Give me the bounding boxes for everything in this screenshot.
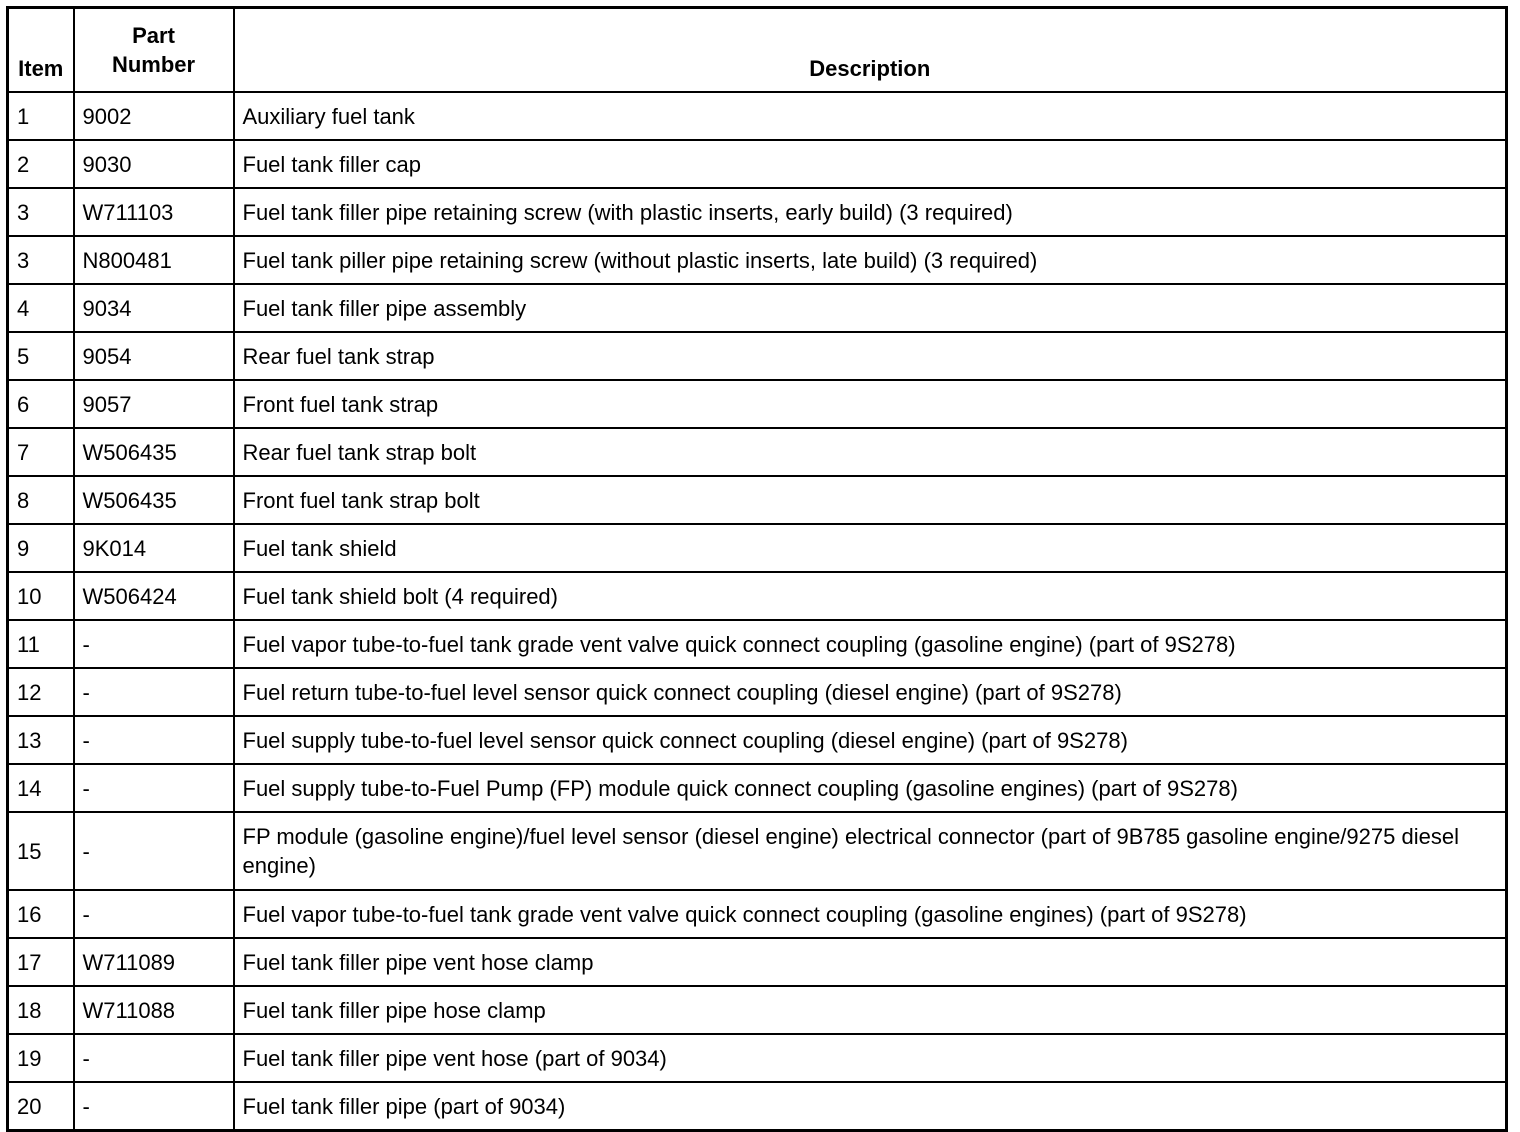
item-cell: 11: [8, 620, 74, 668]
description-cell: Fuel tank filler pipe (part of 9034): [234, 1082, 1507, 1131]
description-cell: Front fuel tank strap: [234, 380, 1507, 428]
description-cell: Rear fuel tank strap: [234, 332, 1507, 380]
part-number-cell: -: [74, 1082, 234, 1131]
description-cell: Front fuel tank strap bolt: [234, 476, 1507, 524]
item-cell: 20: [8, 1082, 74, 1131]
item-cell: 13: [8, 716, 74, 764]
item-cell: 14: [8, 764, 74, 812]
table-row: [8, 986, 1507, 1034]
item-cell: 9: [8, 524, 74, 572]
header-item: Item: [8, 8, 74, 93]
item-cell: 5: [8, 332, 74, 380]
header-description: Description: [234, 8, 1507, 93]
description-cell: FP module (gasoline engine)/fuel level sensor (diesel engine) electrical connector (part of 9B785 gasoline engine/9275 diesel engine): [234, 812, 1507, 890]
part-number-cell: W506435: [74, 476, 234, 524]
table-row: [8, 428, 1507, 476]
table-row: [8, 140, 1507, 188]
table-row: [8, 668, 1507, 716]
part-number-cell: 9054: [74, 332, 234, 380]
item-cell: 16: [8, 890, 74, 938]
part-number-cell: 9K014: [74, 524, 234, 572]
table-row: [8, 332, 1507, 380]
table-row: [8, 764, 1507, 812]
description-cell: Fuel supply tube-to-Fuel Pump (FP) module quick connect coupling (gasoline engines) (part of 9S278): [234, 764, 1507, 812]
description-cell: Rear fuel tank strap bolt: [234, 428, 1507, 476]
part-number-cell: -: [74, 668, 234, 716]
description-cell: Fuel tank filler pipe retaining screw (with plastic inserts, early build) (3 required): [234, 188, 1507, 236]
description-cell: Fuel supply tube-to-fuel level sensor quick connect coupling (diesel engine) (part of 9S278): [234, 716, 1507, 764]
description-cell: Fuel tank filler pipe vent hose clamp: [234, 938, 1507, 986]
description-cell: Fuel vapor tube-to-fuel tank grade vent valve quick connect coupling (gasoline engine) (part of 9S278): [234, 620, 1507, 668]
description-cell: Fuel tank piller pipe retaining screw (without plastic inserts, late build) (3 required): [234, 236, 1507, 284]
item-cell: 8: [8, 476, 74, 524]
table-row: [8, 476, 1507, 524]
part-number-cell: -: [74, 890, 234, 938]
table-header-row: [8, 8, 1507, 93]
item-cell: 18: [8, 986, 74, 1034]
table-row: [8, 284, 1507, 332]
description-cell: Fuel vapor tube-to-fuel tank grade vent valve quick connect coupling (gasoline engines) (part of 9S278): [234, 890, 1507, 938]
part-number-cell: -: [74, 716, 234, 764]
part-number-cell: -: [74, 764, 234, 812]
part-number-cell: 9057: [74, 380, 234, 428]
item-cell: 3: [8, 188, 74, 236]
description-cell: Fuel return tube-to-fuel level sensor quick connect coupling (diesel engine) (part of 9S278): [234, 668, 1507, 716]
table-row: [8, 1082, 1507, 1131]
table-row: [8, 188, 1507, 236]
item-cell: 4: [8, 284, 74, 332]
item-cell: 17: [8, 938, 74, 986]
description-cell: Fuel tank filler pipe assembly: [234, 284, 1507, 332]
table-row: [8, 92, 1507, 140]
table-row: [8, 236, 1507, 284]
table-row: [8, 812, 1507, 890]
table-row: [8, 620, 1507, 668]
part-number-cell: -: [74, 1034, 234, 1082]
part-number-cell: -: [74, 620, 234, 668]
item-cell: 15: [8, 812, 74, 890]
item-cell: 1: [8, 92, 74, 140]
part-number-cell: 9030: [74, 140, 234, 188]
part-number-cell: W711103: [74, 188, 234, 236]
item-cell: 10: [8, 572, 74, 620]
item-cell: 6: [8, 380, 74, 428]
item-cell: 12: [8, 668, 74, 716]
part-number-cell: N800481: [74, 236, 234, 284]
part-number-cell: 9002: [74, 92, 234, 140]
item-cell: 2: [8, 140, 74, 188]
part-number-cell: W711088: [74, 986, 234, 1034]
table-row: [8, 1034, 1507, 1082]
description-cell: Fuel tank filler pipe vent hose (part of 9034): [234, 1034, 1507, 1082]
table-row: [8, 890, 1507, 938]
table-row: [8, 524, 1507, 572]
description-cell: Fuel tank shield bolt (4 required): [234, 572, 1507, 620]
header-part-number: Part Number: [74, 8, 234, 93]
table-row: [8, 380, 1507, 428]
parts-table: [6, 6, 1508, 1132]
item-cell: 7: [8, 428, 74, 476]
part-number-cell: W506424: [74, 572, 234, 620]
item-cell: 3: [8, 236, 74, 284]
description-cell: Fuel tank shield: [234, 524, 1507, 572]
part-number-cell: W711089: [74, 938, 234, 986]
part-number-cell: W506435: [74, 428, 234, 476]
item-cell: 19: [8, 1034, 74, 1082]
description-cell: Fuel tank filler cap: [234, 140, 1507, 188]
table-row: [8, 572, 1507, 620]
part-number-cell: 9034: [74, 284, 234, 332]
description-cell: Fuel tank filler pipe hose clamp: [234, 986, 1507, 1034]
table-row: [8, 716, 1507, 764]
part-number-cell: -: [74, 812, 234, 890]
table-row: [8, 938, 1507, 986]
description-cell: Auxiliary fuel tank: [234, 92, 1507, 140]
table-body: [8, 92, 1507, 1131]
